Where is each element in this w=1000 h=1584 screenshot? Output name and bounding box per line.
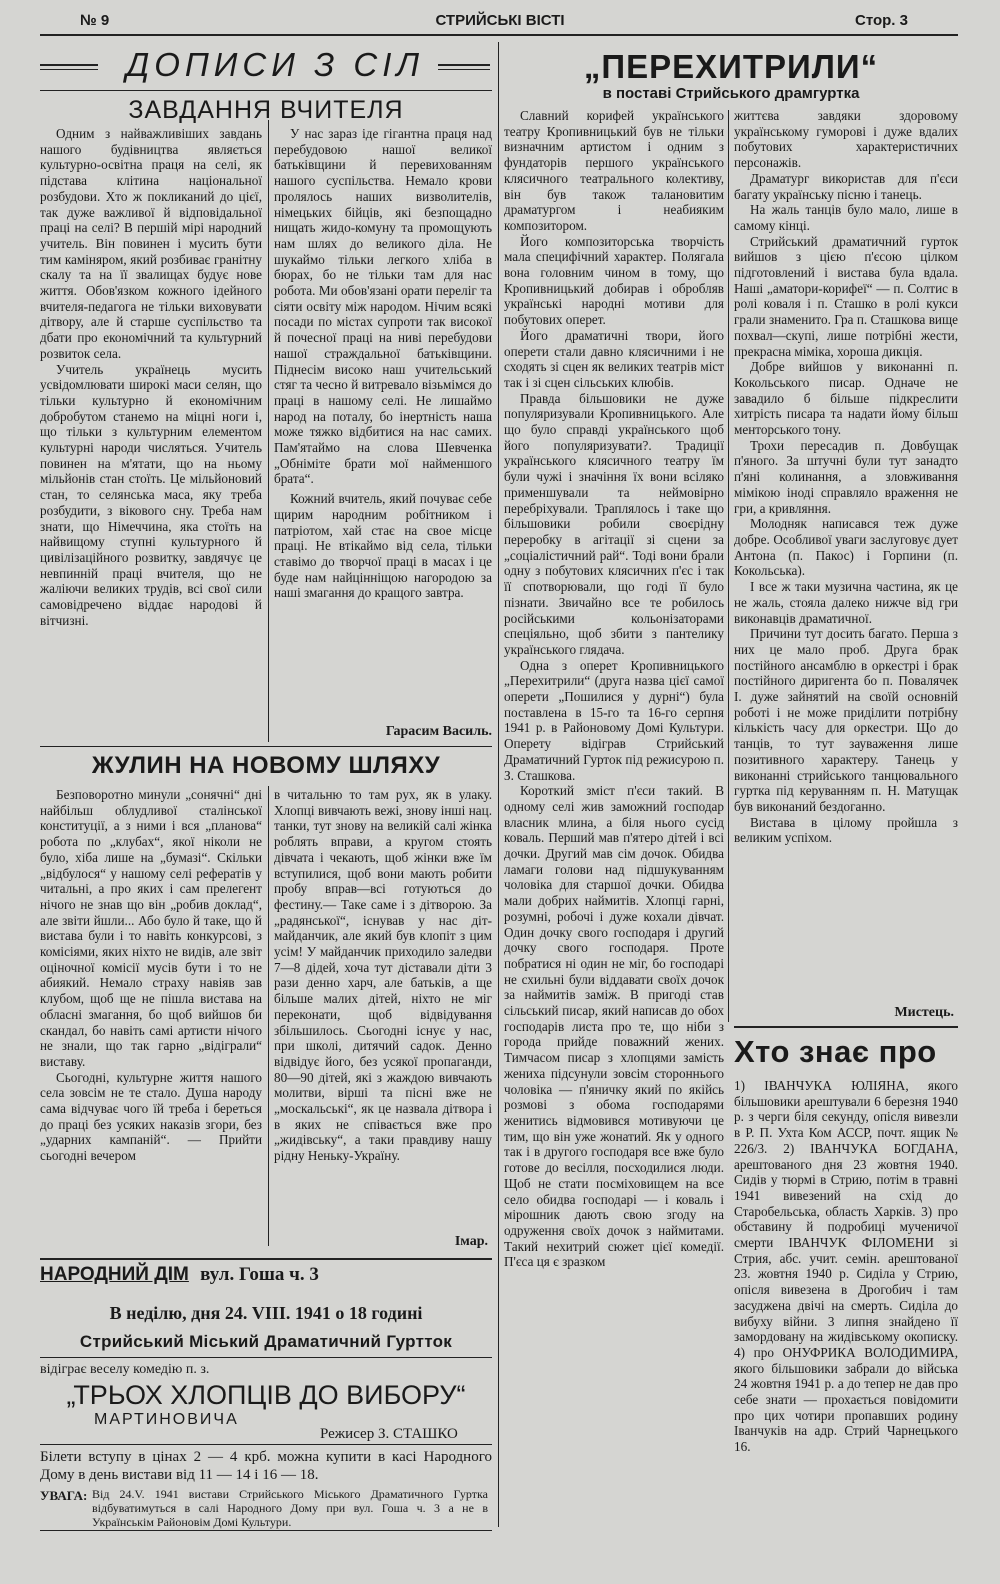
paragraph: Учитель українець мусить усвідомлювати широкі маси селян, що тільки культурно й економічним добробутом станемо на міцні ноги і, що тільки з культурним елементом культурні народи числяться. Учитель повинен на м'ятати, що на ньому мільйонів стан стоїть. Це мільйоновий стан, то селянська маса, яку треба розбудити, з вікового сну. Треба нам знати, що Німеччина, яка стоїть на найвищому ступні культурного й цивілізаційного розвитку, завдячує це невпинній праці вчителя, що не жаліючи великих трудів, всі свої сили самовідречено віддає народові й вітчизні. xyxy=(40,361,262,628)
notice-body xyxy=(734,1078,958,1530)
paragraph: Безповоротно минули „сонячні“ дні найбільш облудливої сталінської конституції, а з ними і вся „планова“ робота по „клубах“, якої ніколи не було, хіба лише на „бумазі“. Скільки „відбулося“ у нашому селі рефератів у читальні, а про яких і сам прелегент нічого не знав що він „робив доклад“, але звіти йшли... Або було й таке, що й вистава були і то навіть конкурсові, з комісіями, яких ніхто не видів, але звіт оціночної комісії мусів бути і то не абиякий. Немало страху навіяв зав клубом, щоб ще не пішла вистава на обласні змагання, бо щоб вийшов би скандал, бо навіть самі артисти нічого не знали, що так гарно „відіграли“ виставу. xyxy=(40,787,262,1069)
article-subtitle-review: в поставі Стрийського драмгуртка xyxy=(602,85,860,102)
article-body-zhulyn-col1 xyxy=(40,787,262,1250)
column-divider xyxy=(498,42,499,1527)
article-title-teacher: ЗАВДАННЯ ВЧИТЕЛЯ xyxy=(128,96,404,124)
section-rule xyxy=(734,1026,958,1028)
notice-title: Хто знає про xyxy=(734,1034,937,1069)
masthead-rule xyxy=(40,34,958,36)
paper-title: СТРИЙСЬКІ ВІСТІ xyxy=(435,12,565,29)
paragraph: Молодняк написався теж дуже добре. Особливої уваги заслуговує дует Антона (п. Пакос) і Горпини (п. Кокольська). xyxy=(734,516,958,579)
announcement-rule xyxy=(40,1444,492,1445)
column-divider xyxy=(728,110,729,1022)
announcement-rule xyxy=(40,1530,492,1531)
section-rule xyxy=(40,1258,492,1260)
paragraph: в читальню то там рух, як в улаку. Хлопці вивчають вежі, знову інші нац. танки, тут знову на великій салі жінка роблять вправи, а кругом стоять дівчата і чекають, щоб жінки вже їм вступилися, щоб вони мають робити пробу вправ—всі готуються до фестину.— Таке саме і з дітворою. За „радянської“, існував у нас діт-майданчик, але який був клопіт з цим усім! У майданчик приходило заледви 7—8 дідей, хоча тут діставали діти 3 рази денно харч, але батьків, а ще більше малих дітей, ніхто не міг переконати, щоб відвідування збільшилось. Сьогодні існує у нас, при школі, дитячий садок. Денно відвідує його, без усякої пропаганди, 80—90 дітей, які з жаждою вивчають молитви, вірші та пісні вже не „москальські“, як це назвала дітвора і в яких не співається вже про „жидівську“, а таки правдиву нашу рідну Неньку-Україну. xyxy=(274,787,492,1164)
announcement-director: Режисер З. СТАШКО xyxy=(320,1426,458,1442)
article-body-teacher-col2 xyxy=(274,126,492,714)
announcement-note: Від 24.V. 1941 вистави Стрийського Міського Драматичного Гуртка відбуватимуться в салі Народного Дому при вул. Гоша ч. 3 а не в Українськім Районовім Домі Культури. xyxy=(92,1487,488,1529)
rubric-underline xyxy=(40,90,492,91)
venue-name: НАРОДНИЙ ДІМ xyxy=(40,1264,189,1285)
announcement-header xyxy=(40,1264,319,1286)
rubric-rule-right xyxy=(438,64,490,66)
paragraph: І все ж таки музична частина, як це не жаль, стояла далеко нижче від гри виконавців драматичної. xyxy=(734,579,958,626)
column-divider xyxy=(268,120,269,742)
article-body-review-col2 xyxy=(734,108,958,1004)
paragraph: Його композиторська творчість мала специфічний характер. Полягала вона головним чином в тому, що Кропивницький добирав і обробляв українські народні мотиви для побутових оперет. xyxy=(504,233,724,328)
paragraph: Сьогодні, культурне життя нашого села зовсім не те стало. Душа народу сама відчуває чого їй треба і береться до праці без усяких наказів згори, без „ударних кампаній“. — Прийти сьогодні вечером xyxy=(40,1069,262,1164)
article-body-zhulyn-col2 xyxy=(274,787,492,1227)
paragraph: Славний корифей українського театру Кропивницький був не тільки визначним артистом і одним з фундаторів першого українського клясичного театрального колективу, він був також талановитим драматургом і неабияким композитором. xyxy=(504,108,724,233)
paragraph: Його драматичні твори, його оперети стали давно клясичними і не сходять зі сцен як великих театрів міст так і зі сцен сільських клюбів. xyxy=(504,327,724,390)
paragraph: Стрийський драматичний гурток вийшов з цією п'єсою цілком підготовлений і вистава була вдала. Наші „аматори-корифеї“ — п. Солтис в ролі коваля і п. Сташко в ролі кукси грали знаменито. Гра п. Сташкова вище похвал—скупі, лише потрібні жести, прекрасна міміка, хороша дикція. xyxy=(734,233,958,359)
section-rule xyxy=(40,746,492,747)
announcement-play-author: МАРТИНОВИЧА xyxy=(94,1411,239,1428)
announcement-play-title: „ТРЬОХ ХЛОПЦІВ ДО ВИБОРУ“ xyxy=(66,1380,466,1410)
announcement-note-label: УВАГА: xyxy=(40,1488,88,1503)
announcement-tickets: Білети вступу в цінах 2 — 4 крб. можна купити в касі Народного Дому в день вистави від 11 — 14 і 16 — 18. xyxy=(40,1449,492,1483)
paragraph: Добре вийшов у виконанні п. Кокольського писар. Одначе не завадило б більше підкреслити хитрість писара та надати йому більш менторського тону. xyxy=(734,359,958,438)
article-author-teacher: Гарасим Василь. xyxy=(385,724,492,739)
paragraph: Трохи пересадив п. Довбущак п'яного. За штучні були тут занадто п'яні колинання, а зловживання мімікою іноді справляло враження не гри, а кривляння. xyxy=(734,437,958,516)
rubric-title: ДОПИСИ З СІЛ xyxy=(125,46,425,83)
column-divider xyxy=(268,786,269,1246)
rubric-rule-left xyxy=(40,64,98,66)
paragraph: Правда більшовики не дуже популяризували Кропивницького. Але що було справді українського щоб його популяризувати?. Традиції українського клясичного театру їм були чужі і значіння їх вони всіляко применшували та неймовірно перебріхували. Траплялось і таке що більшовики робили своєрідну переробку в агітації зі сцени за „соціалістичний рай“. Тоді вони брали одну з побутових клясичних п'єс і так її спотворювали, що годі її було пізнати. Звичайно все те робилось російськими кольонізаторами спеціяльно, щоб збити з пантелику українського глядача. xyxy=(504,390,724,657)
article-body-teacher-col1 xyxy=(40,126,262,742)
paragraph: життєва завдяки здоровому українському гуморові і дуже вдалих побутових характеристичних персонажів. xyxy=(734,108,958,171)
rubric-rule-right xyxy=(438,69,490,70)
paragraph: Короткий зміст п'єси такий. В одному селі жив заможний господар власник млина, а біля нього сусід коваль. Перший мав п'ятеро дітей і всі дочки. Другий мав сім дочок. Обидва ламаги голови над підшукуванням чоловіка для старшої дочки. Обидва мали добрих наймитів. Хлопці гарні, розумні, робочі і дуже кохали дівчат. Один дочку свого господаря і другий дочку свого господаря. Проте побратися ні один не міг, бо господарі не схильні були віддавати своїх дочок за наймитів заміж. В пригоді став сільський писар, який написав до обох господарів листа про те, що ніби з города прийде поважний жених. Тимчасом писар з хлопцями замість жениха підсунули зовсім стороннього чоловіка — п'яничку який по якійсь розмові з обома господарями женитись відмовився мотивуючи це тим, що він уже жонатий. Як у одного так і в другого господаря все вже було готове до весілля, посходилися люди. Щоб не стати посміховищем на все село обидва господарі — і коваль і мірошник дають свою згоду на одруження своїх дочок з наймитами. Такий нехитрий сюжет цієї комедії. П'єса ця є зразком xyxy=(504,783,724,1270)
article-body-review-col1 xyxy=(504,108,724,1528)
article-title-zhulyn: ЖУЛИН НА НОВОМУ ШЛЯХУ xyxy=(91,752,441,779)
paragraph: Причини тут досить багато. Перша з них це мало проб. Друга брак постійного ансамблю в оркестрі і брак постійного диригента бо п. Повалячек І. дуже зайнятий на своїй основній роботі і не може приділити потрібну кількість часу для оркестри. Що до танців, то тут зауваження лише позитивного характеру. Танець у виконанні стрийського танцювального гуртка під керуванням п. Н. Матущак був виконаний бездоганно. xyxy=(734,626,958,814)
article-author-zhulyn: Імар. xyxy=(454,1234,488,1249)
paragraph: Вистава в цілому пройшла з великим успіхом. xyxy=(734,814,958,846)
page-number: Стор. 3 xyxy=(855,12,908,29)
venue-address: вул. Гоша ч. 3 xyxy=(200,1264,319,1285)
announcement-troupe: Стрийський Міський Драматичний Гуртток xyxy=(79,1332,453,1351)
paragraph: У нас зараз іде гігантна праця над перебудовою нашої великої батьківщини й перевихованням нашого суспільства. Немало крови пролялось наших визволителів, німецьких бійців, які безпощадно нищать жидо-комуну та промощують нам шлях до великого діла. Не шукаймо тільки легкого хліба в бюрах, бо не тільки там для нас робота. Ми обов'язані орати переліг та сіяти освіту між народом. Нічим всякі посади по містах супроти так високої й почесної праці на ниві перебудови нашої страждальної батьківщини. Піднесім високо наш учительський стяг та чесно й витревало візьмімся до праці в нашому селі. Не лишаймо народ на поталу, бо інертність наша може тяжко відбитися на нас самих. Пам'ятаймо на слова Шевченка „Обніміте брати мої найменшого брата“. xyxy=(274,126,492,487)
paragraph: Драматург використав для п'єси багату українську пісню і танець. xyxy=(734,170,958,202)
paragraph: 1) ІВАНЧУКА ЮЛІЯНА, якого більшовики арештували 6 березня 1940 р. з черги біля секунду, опісля вивезли в Р. П. Ухта Ком АССР, почт. ящик № 226/3. 2) ІВАНЧУКА БОГДАНА, арештованого дня 23 жовтня 1940. Сидів у тюрмі в Стрию, потім в травні 1941 вивезений на схід до Старобельська, область Харків. 3) про обставину й подробиці мученичої смерти ІВАНЧУК ФІЛОМЕНИ зі Стрия, абс. учит. семін. арештованої 23. жовтня 1940 р. Сиділа у Стрию, опісля вивезена в Дрогобич і там засуджена двічі на смерть. Сиділа до вибуху війни. 3 липня знайдено її замордовану на жидівському окописку. 4) про ОНУФРИКА ВОЛОДИМИРА, якого більшовики забрали до війська 24 жовтня 1941 р. а до тепер не дав про себе знати — прохається повідомити про цих чотири пропавших родину Іванчуків на адр. Стрий Чарнецького 16. xyxy=(734,1078,958,1455)
rubric-rule-left xyxy=(40,69,98,70)
announcement-rule xyxy=(40,1357,492,1358)
announcement-date: В неділю, дня 24. VIII. 1941 о 18 годині xyxy=(109,1303,423,1323)
paragraph: На жаль танців було мало, лише в самому кінці. xyxy=(734,202,958,233)
paragraph: Одним з найважливіших завдань нашого будівництва являється культурно-освітна праця на селі, як підстава клітина національної розбудови. Хто ж покликаний до цієї, так дуже важливої й відповідальної праці на селі? В першій мірі народний учитель. Він повинен і мусить бути тим каміняром, який розбиває гранітну скалу та на її звалищах будує нове життя. Обов'язком кожного ідейного вчителя-педагога не тільки виховувати дітвору, але й старше суспільство та дбати про економічний та культурний розвиток села. xyxy=(40,126,262,361)
paragraph: Одна з оперет Кропивницького „Перехитрили“ (друга назва цієї самої оперети „Пошилися у дурні“) була поставлена в 15-го та 16-го серпня 1941 р. в Районовому Домі Культури. Оперету відіграв Стрийський Драматичний Гурток під режисурою п. З. Сташкова. xyxy=(504,657,724,783)
article-title-review: „ПЕРЕХИТРИЛИ“ xyxy=(583,48,879,85)
article-author-review: Мистець. xyxy=(894,1005,954,1020)
announcement-lead: відіграє веселу комедію п. з. xyxy=(40,1362,210,1377)
issue-number: № 9 xyxy=(80,12,110,29)
paragraph: Кожний вчитель, який почуває себе щирим народним робітником і патріотом, хай стає на свое місце праці. Не втікаймо від села, тільки ставімо до творчої праці в масах і це буде нам найцінніщою нагородою за наші змагання до кращого завтра. xyxy=(274,491,492,601)
